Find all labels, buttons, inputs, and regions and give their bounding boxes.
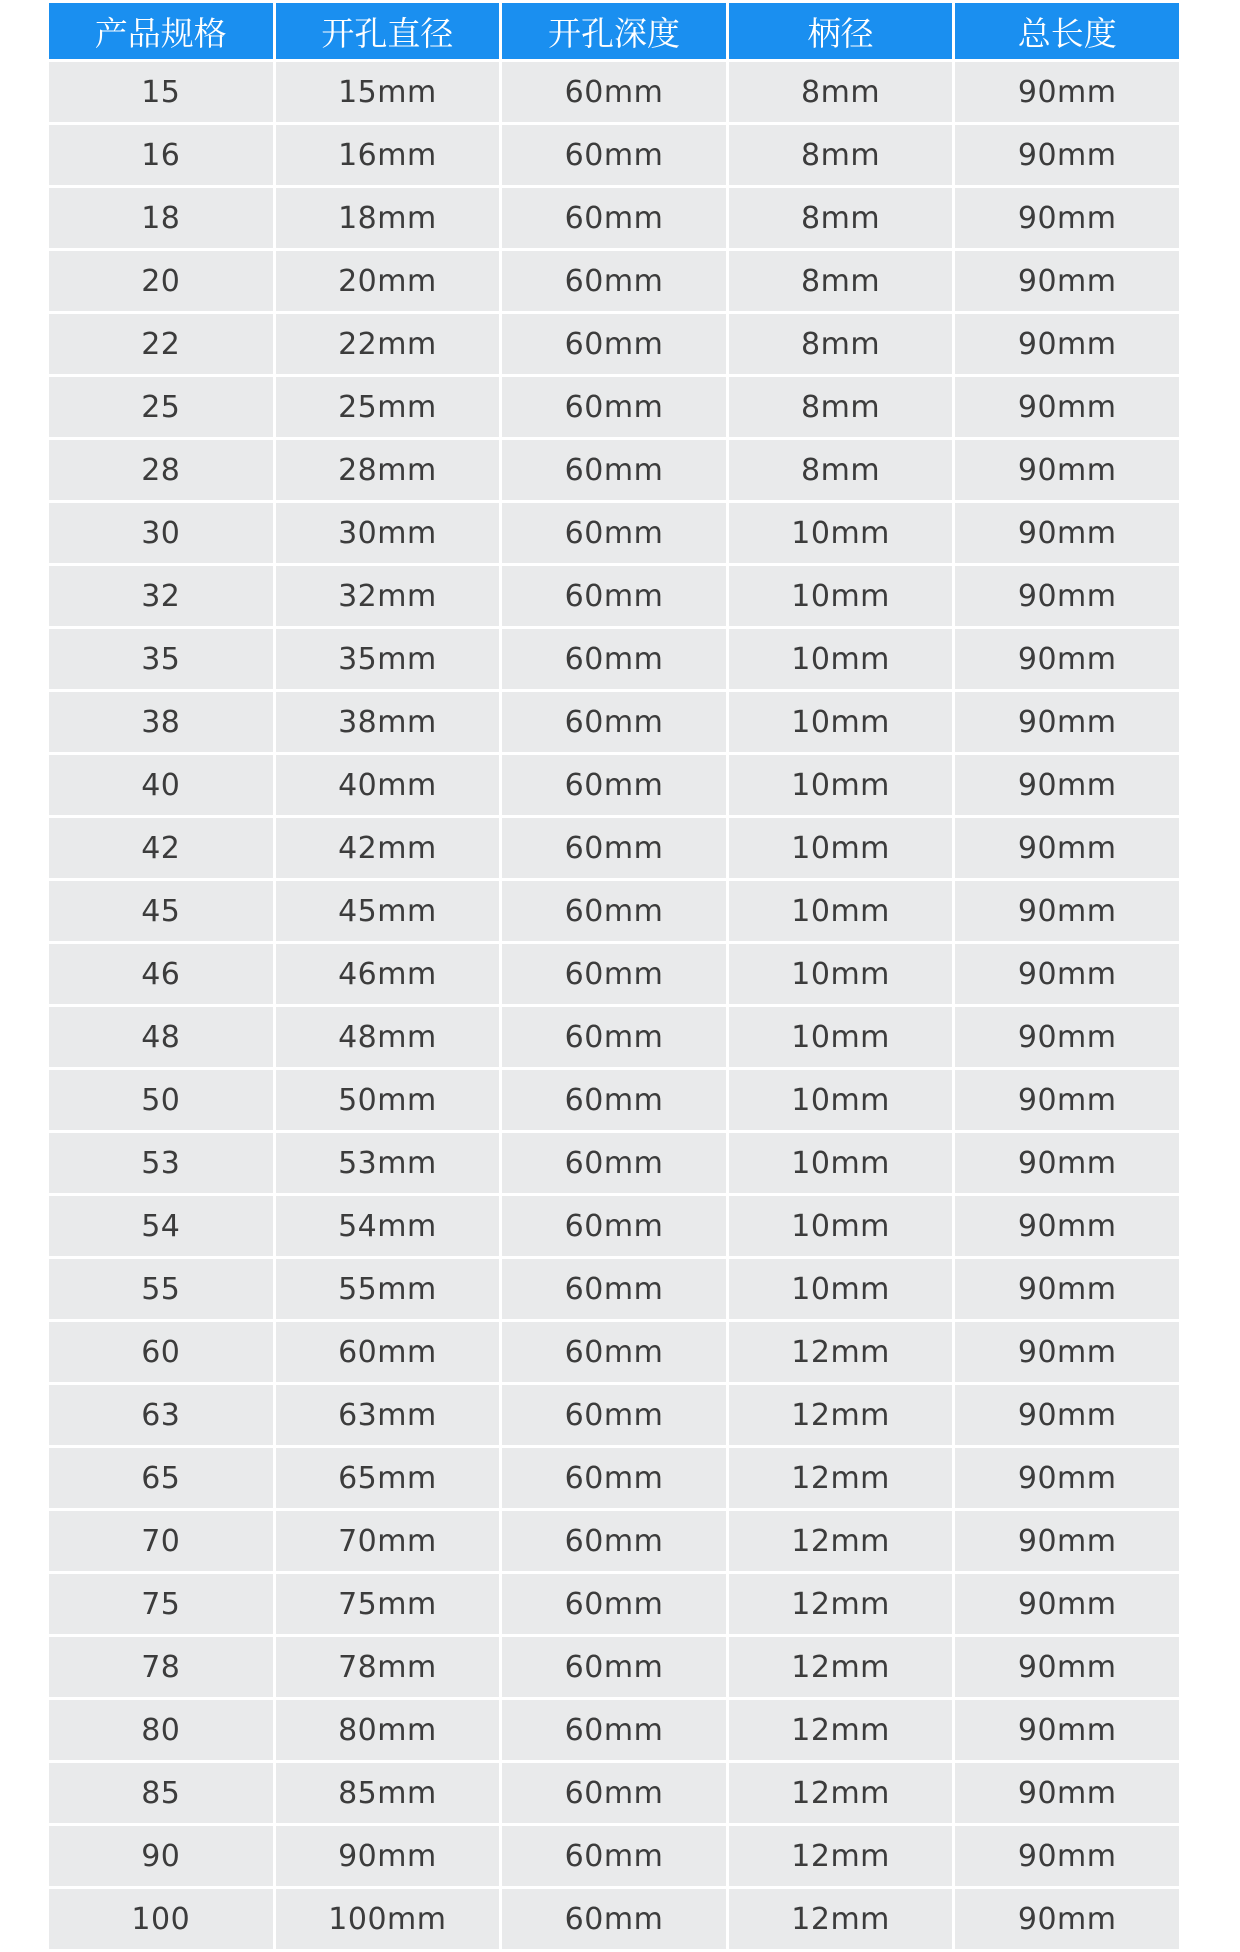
hole-diameter-cell: 78mm bbox=[276, 1637, 500, 1697]
total-length-cell: 90mm bbox=[955, 881, 1179, 941]
hole-depth-cell: 60mm bbox=[502, 188, 726, 248]
hole-depth-cell: 60mm bbox=[502, 1322, 726, 1382]
shank-diameter-cell: 10mm bbox=[729, 881, 953, 941]
hole-depth-cell: 60mm bbox=[502, 62, 726, 122]
hole-depth-cell: 60mm bbox=[502, 1196, 726, 1256]
hole-depth-cell: 60mm bbox=[502, 1574, 726, 1634]
shank-diameter-cell: 10mm bbox=[729, 1196, 953, 1256]
hole-diameter-cell: 25mm bbox=[276, 377, 500, 437]
hole-diameter-cell: 85mm bbox=[276, 1763, 500, 1823]
shank-diameter-cell: 10mm bbox=[729, 1259, 953, 1319]
hole-diameter-cell: 70mm bbox=[276, 1511, 500, 1571]
hole-depth-cell: 60mm bbox=[502, 1007, 726, 1067]
spec-cell: 75 bbox=[49, 1574, 273, 1634]
spec-cell: 16 bbox=[49, 125, 273, 185]
spec-cell: 55 bbox=[49, 1259, 273, 1319]
spec-cell: 60 bbox=[49, 1322, 273, 1382]
spec-cell: 85 bbox=[49, 1763, 273, 1823]
total-length-cell: 90mm bbox=[955, 1826, 1179, 1886]
shank-diameter-cell: 12mm bbox=[729, 1322, 953, 1382]
header-cell-hole-depth: 开孔深度 bbox=[502, 3, 726, 59]
hole-diameter-cell: 48mm bbox=[276, 1007, 500, 1067]
hole-diameter-cell: 53mm bbox=[276, 1133, 500, 1193]
table-row bbox=[49, 1637, 1179, 1697]
hole-depth-cell: 60mm bbox=[502, 1889, 726, 1949]
hole-diameter-cell: 35mm bbox=[276, 629, 500, 689]
table-row bbox=[49, 1889, 1179, 1949]
spec-cell: 18 bbox=[49, 188, 273, 248]
shank-diameter-cell: 12mm bbox=[729, 1385, 953, 1445]
spec-cell: 38 bbox=[49, 692, 273, 752]
table-row bbox=[49, 755, 1179, 815]
hole-diameter-cell: 60mm bbox=[276, 1322, 500, 1382]
spec-cell: 63 bbox=[49, 1385, 273, 1445]
shank-diameter-cell: 8mm bbox=[729, 62, 953, 122]
hole-depth-cell: 60mm bbox=[502, 1700, 726, 1760]
spec-cell: 45 bbox=[49, 881, 273, 941]
table-row bbox=[49, 314, 1179, 374]
shank-diameter-cell: 10mm bbox=[729, 944, 953, 1004]
shank-diameter-cell: 12mm bbox=[729, 1763, 953, 1823]
spec-cell: 32 bbox=[49, 566, 273, 626]
table-row bbox=[49, 1259, 1179, 1319]
spec-cell: 30 bbox=[49, 503, 273, 563]
table-row bbox=[49, 1322, 1179, 1382]
total-length-cell: 90mm bbox=[955, 440, 1179, 500]
total-length-cell: 90mm bbox=[955, 944, 1179, 1004]
table-row bbox=[49, 818, 1179, 878]
shank-diameter-cell: 10mm bbox=[729, 755, 953, 815]
shank-diameter-cell: 12mm bbox=[729, 1574, 953, 1634]
spec-cell: 53 bbox=[49, 1133, 273, 1193]
table-row bbox=[49, 1133, 1179, 1193]
total-length-cell: 90mm bbox=[955, 1007, 1179, 1067]
table-row bbox=[49, 188, 1179, 248]
table-row bbox=[49, 1196, 1179, 1256]
shank-diameter-cell: 10mm bbox=[729, 1133, 953, 1193]
hole-diameter-cell: 15mm bbox=[276, 62, 500, 122]
total-length-cell: 90mm bbox=[955, 1889, 1179, 1949]
spec-table bbox=[46, 0, 1182, 1952]
hole-diameter-cell: 20mm bbox=[276, 251, 500, 311]
shank-diameter-cell: 10mm bbox=[729, 629, 953, 689]
hole-diameter-cell: 50mm bbox=[276, 1070, 500, 1130]
spec-cell: 28 bbox=[49, 440, 273, 500]
table-row bbox=[49, 692, 1179, 752]
table-body bbox=[49, 62, 1179, 1949]
total-length-cell: 90mm bbox=[955, 1448, 1179, 1508]
hole-depth-cell: 60mm bbox=[502, 1385, 726, 1445]
hole-diameter-cell: 22mm bbox=[276, 314, 500, 374]
hole-depth-cell: 60mm bbox=[502, 1763, 726, 1823]
total-length-cell: 90mm bbox=[955, 377, 1179, 437]
shank-diameter-cell: 8mm bbox=[729, 251, 953, 311]
shank-diameter-cell: 10mm bbox=[729, 692, 953, 752]
hole-diameter-cell: 30mm bbox=[276, 503, 500, 563]
hole-depth-cell: 60mm bbox=[502, 1259, 726, 1319]
total-length-cell: 90mm bbox=[955, 125, 1179, 185]
table-row bbox=[49, 1385, 1179, 1445]
spec-cell: 46 bbox=[49, 944, 273, 1004]
total-length-cell: 90mm bbox=[955, 1385, 1179, 1445]
spec-cell: 50 bbox=[49, 1070, 273, 1130]
hole-depth-cell: 60mm bbox=[502, 1133, 726, 1193]
hole-depth-cell: 60mm bbox=[502, 755, 726, 815]
shank-diameter-cell: 12mm bbox=[729, 1448, 953, 1508]
shank-diameter-cell: 8mm bbox=[729, 188, 953, 248]
total-length-cell: 90mm bbox=[955, 692, 1179, 752]
spec-cell: 22 bbox=[49, 314, 273, 374]
table-row bbox=[49, 1448, 1179, 1508]
spec-cell: 40 bbox=[49, 755, 273, 815]
hole-depth-cell: 60mm bbox=[502, 1070, 726, 1130]
table-row bbox=[49, 944, 1179, 1004]
hole-diameter-cell: 40mm bbox=[276, 755, 500, 815]
hole-diameter-cell: 100mm bbox=[276, 1889, 500, 1949]
hole-depth-cell: 60mm bbox=[502, 692, 726, 752]
spec-cell: 54 bbox=[49, 1196, 273, 1256]
total-length-cell: 90mm bbox=[955, 1574, 1179, 1634]
hole-depth-cell: 60mm bbox=[502, 629, 726, 689]
hole-depth-cell: 60mm bbox=[502, 881, 726, 941]
hole-diameter-cell: 18mm bbox=[276, 188, 500, 248]
hole-diameter-cell: 32mm bbox=[276, 566, 500, 626]
hole-depth-cell: 60mm bbox=[502, 251, 726, 311]
table-row bbox=[49, 1007, 1179, 1067]
hole-diameter-cell: 28mm bbox=[276, 440, 500, 500]
total-length-cell: 90mm bbox=[955, 1700, 1179, 1760]
hole-diameter-cell: 54mm bbox=[276, 1196, 500, 1256]
shank-diameter-cell: 12mm bbox=[729, 1889, 953, 1949]
table-row bbox=[49, 440, 1179, 500]
spec-cell: 80 bbox=[49, 1700, 273, 1760]
hole-depth-cell: 60mm bbox=[502, 944, 726, 1004]
total-length-cell: 90mm bbox=[955, 1196, 1179, 1256]
hole-depth-cell: 60mm bbox=[502, 314, 726, 374]
total-length-cell: 90mm bbox=[955, 566, 1179, 626]
spec-cell: 65 bbox=[49, 1448, 273, 1508]
spec-cell: 25 bbox=[49, 377, 273, 437]
shank-diameter-cell: 10mm bbox=[729, 566, 953, 626]
shank-diameter-cell: 10mm bbox=[729, 1007, 953, 1067]
hole-diameter-cell: 38mm bbox=[276, 692, 500, 752]
spec-cell: 20 bbox=[49, 251, 273, 311]
total-length-cell: 90mm bbox=[955, 314, 1179, 374]
table-row bbox=[49, 125, 1179, 185]
table-row bbox=[49, 251, 1179, 311]
total-length-cell: 90mm bbox=[955, 1322, 1179, 1382]
total-length-cell: 90mm bbox=[955, 62, 1179, 122]
table-row bbox=[49, 1070, 1179, 1130]
hole-diameter-cell: 75mm bbox=[276, 1574, 500, 1634]
table-row bbox=[49, 1826, 1179, 1886]
table-row bbox=[49, 629, 1179, 689]
total-length-cell: 90mm bbox=[955, 251, 1179, 311]
hole-depth-cell: 60mm bbox=[502, 440, 726, 500]
spec-cell: 42 bbox=[49, 818, 273, 878]
total-length-cell: 90mm bbox=[955, 1511, 1179, 1571]
shank-diameter-cell: 8mm bbox=[729, 440, 953, 500]
hole-diameter-cell: 46mm bbox=[276, 944, 500, 1004]
table-row bbox=[49, 1700, 1179, 1760]
hole-depth-cell: 60mm bbox=[502, 125, 726, 185]
shank-diameter-cell: 12mm bbox=[729, 1826, 953, 1886]
spec-cell: 70 bbox=[49, 1511, 273, 1571]
total-length-cell: 90mm bbox=[955, 1637, 1179, 1697]
shank-diameter-cell: 12mm bbox=[729, 1511, 953, 1571]
table-row bbox=[49, 62, 1179, 122]
spec-cell: 90 bbox=[49, 1826, 273, 1886]
hole-depth-cell: 60mm bbox=[502, 377, 726, 437]
header-row bbox=[49, 3, 1179, 59]
hole-diameter-cell: 16mm bbox=[276, 125, 500, 185]
hole-diameter-cell: 55mm bbox=[276, 1259, 500, 1319]
shank-diameter-cell: 8mm bbox=[729, 125, 953, 185]
hole-diameter-cell: 90mm bbox=[276, 1826, 500, 1886]
shank-diameter-cell: 8mm bbox=[729, 377, 953, 437]
spec-cell: 78 bbox=[49, 1637, 273, 1697]
hole-diameter-cell: 45mm bbox=[276, 881, 500, 941]
table-row bbox=[49, 1763, 1179, 1823]
shank-diameter-cell: 12mm bbox=[729, 1637, 953, 1697]
total-length-cell: 90mm bbox=[955, 1070, 1179, 1130]
table-row bbox=[49, 881, 1179, 941]
hole-depth-cell: 60mm bbox=[502, 566, 726, 626]
header-cell-total-length: 总长度 bbox=[955, 3, 1179, 59]
total-length-cell: 90mm bbox=[955, 818, 1179, 878]
spec-cell: 48 bbox=[49, 1007, 273, 1067]
total-length-cell: 90mm bbox=[955, 629, 1179, 689]
total-length-cell: 90mm bbox=[955, 188, 1179, 248]
hole-depth-cell: 60mm bbox=[502, 503, 726, 563]
total-length-cell: 90mm bbox=[955, 1259, 1179, 1319]
shank-diameter-cell: 12mm bbox=[729, 1700, 953, 1760]
total-length-cell: 90mm bbox=[955, 755, 1179, 815]
shank-diameter-cell: 8mm bbox=[729, 314, 953, 374]
hole-depth-cell: 60mm bbox=[502, 1826, 726, 1886]
hole-depth-cell: 60mm bbox=[502, 818, 726, 878]
hole-depth-cell: 60mm bbox=[502, 1511, 726, 1571]
hole-diameter-cell: 63mm bbox=[276, 1385, 500, 1445]
header-cell-spec: 产品规格 bbox=[49, 3, 273, 59]
hole-diameter-cell: 65mm bbox=[276, 1448, 500, 1508]
table-row bbox=[49, 566, 1179, 626]
spec-cell: 35 bbox=[49, 629, 273, 689]
spec-cell: 15 bbox=[49, 62, 273, 122]
hole-diameter-cell: 42mm bbox=[276, 818, 500, 878]
table-row bbox=[49, 1574, 1179, 1634]
hole-diameter-cell: 80mm bbox=[276, 1700, 500, 1760]
total-length-cell: 90mm bbox=[955, 1133, 1179, 1193]
header-cell-hole-diameter: 开孔直径 bbox=[276, 3, 500, 59]
total-length-cell: 90mm bbox=[955, 1763, 1179, 1823]
total-length-cell: 90mm bbox=[955, 503, 1179, 563]
table-row bbox=[49, 503, 1179, 563]
header-cell-shank-diameter: 柄径 bbox=[729, 3, 953, 59]
shank-diameter-cell: 10mm bbox=[729, 1070, 953, 1130]
hole-depth-cell: 60mm bbox=[502, 1448, 726, 1508]
table-row bbox=[49, 377, 1179, 437]
hole-depth-cell: 60mm bbox=[502, 1637, 726, 1697]
spec-cell: 100 bbox=[49, 1889, 273, 1949]
shank-diameter-cell: 10mm bbox=[729, 503, 953, 563]
table-row bbox=[49, 1511, 1179, 1571]
shank-diameter-cell: 10mm bbox=[729, 818, 953, 878]
